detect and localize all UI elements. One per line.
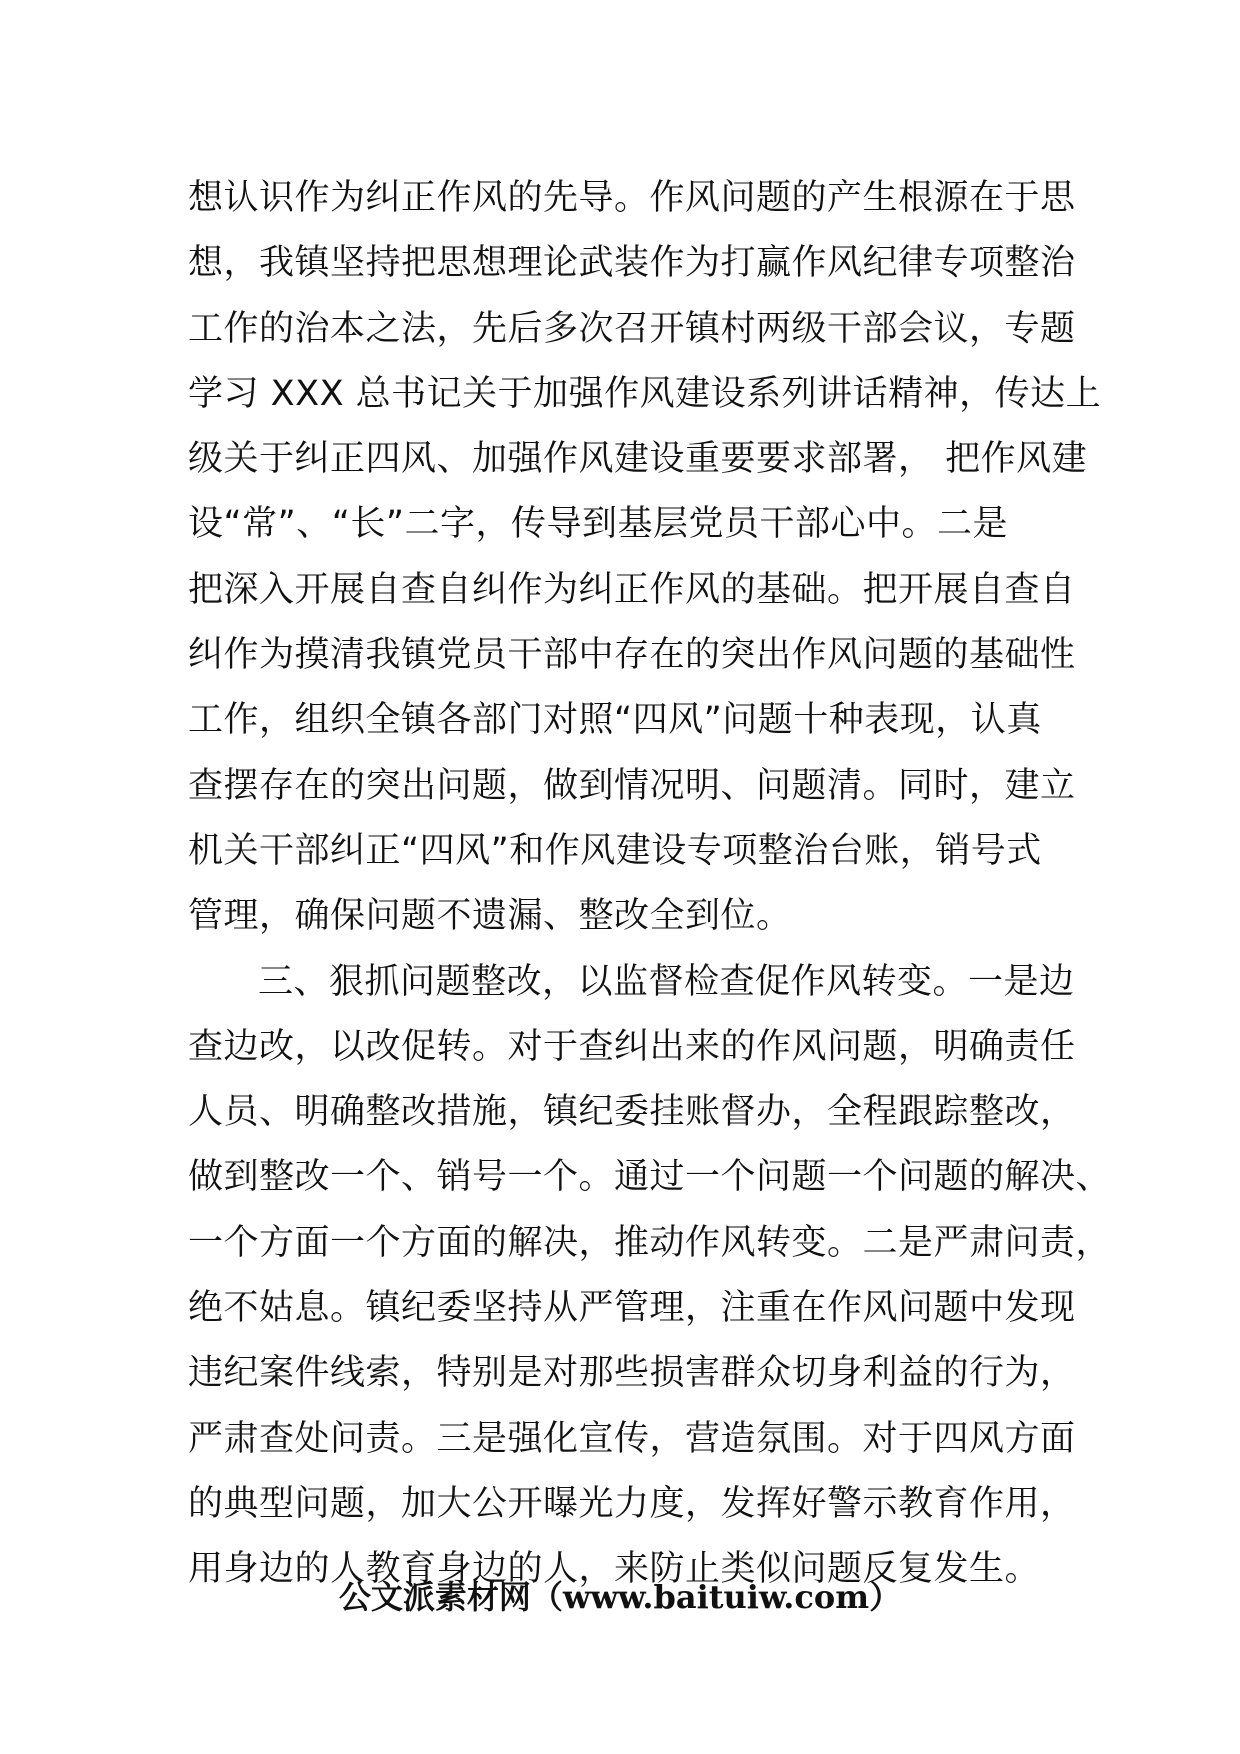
text-line: 设“常”、“长”二字，传导到基层党员干部心中。二是 <box>188 504 1009 545</box>
text-line: 查边改，以改促转。对于查纠出来的作风问题，明确责任 <box>188 1026 1076 1067</box>
text-line: 工作的治本之法，先后多次召开镇村两级干部会议，专题 <box>188 308 1076 349</box>
text-line: 工作，组织全镇各部门对照“四风”问题十种表现，认真 <box>188 700 1042 741</box>
text-line: 绝不姑息。镇纪委坚持从严管理，注重在作风问题中发现 <box>188 1288 1076 1329</box>
text-line: 人员、明确整改措施，镇纪委挂账督办，全程跟踪整改， <box>188 1092 1076 1133</box>
footer-watermark-text: 公文派素材网（www.baituiw.com） <box>338 1578 902 1616</box>
text-line: 三、狠抓问题整改，以监督检查促作风转变。一是边 <box>258 961 1075 1002</box>
text-line: 纠作为摸清我镇党员干部中存在的突出作风问题的基础性 <box>188 635 1076 676</box>
text-line: 学习 XXX 总书记关于加强作风建设系列讲话精神，传达上 <box>188 373 1102 414</box>
text-line: 违纪案件线索，特别是对那些损害群众切身利益的行为， <box>188 1353 1076 1394</box>
body-text <box>188 166 1112 1603</box>
text-line: 查摆存在的突出问题，做到情况明、问题清。同时，建立 <box>188 765 1076 806</box>
text-line: 的典型问题，加大公开曝光力度，发挥好警示教育作用， <box>188 1483 1076 1524</box>
text-line: 把深入开展自查自纠作为纠正作风的基础。把开展自查自 <box>188 569 1076 610</box>
text-line: 机关干部纠正“四风”和作风建设专项整治台账，销号式 <box>188 830 1042 871</box>
text-line: 想认识作为纠正作风的先导。作风问题的产生根源在于思 <box>188 178 1076 218</box>
text-line: 级关于纠正四风、加强作风建设重要要求部署， 把作风建 <box>188 439 1088 480</box>
text-line: 想，我镇坚持把思想理论武装作为打赢作风纪律专项整治 <box>188 243 1076 284</box>
text-line: 做到整改一个、销号一个。通过一个问题一个问题的解决、 <box>188 1157 1112 1198</box>
text-line: 用身边的人教育身边的人，来防止类似问题反复发生。 <box>188 1549 1041 1590</box>
text-line: 严肃查处问责。三是强化宣传，营造氛围。对于四风方面 <box>188 1418 1076 1459</box>
text-line: 一个方面一个方面的解决，推动作风转变。二是严肃问责， <box>188 1222 1112 1263</box>
text-line: 管理，确保问题不遗漏、整改全到位。 <box>188 896 792 937</box>
